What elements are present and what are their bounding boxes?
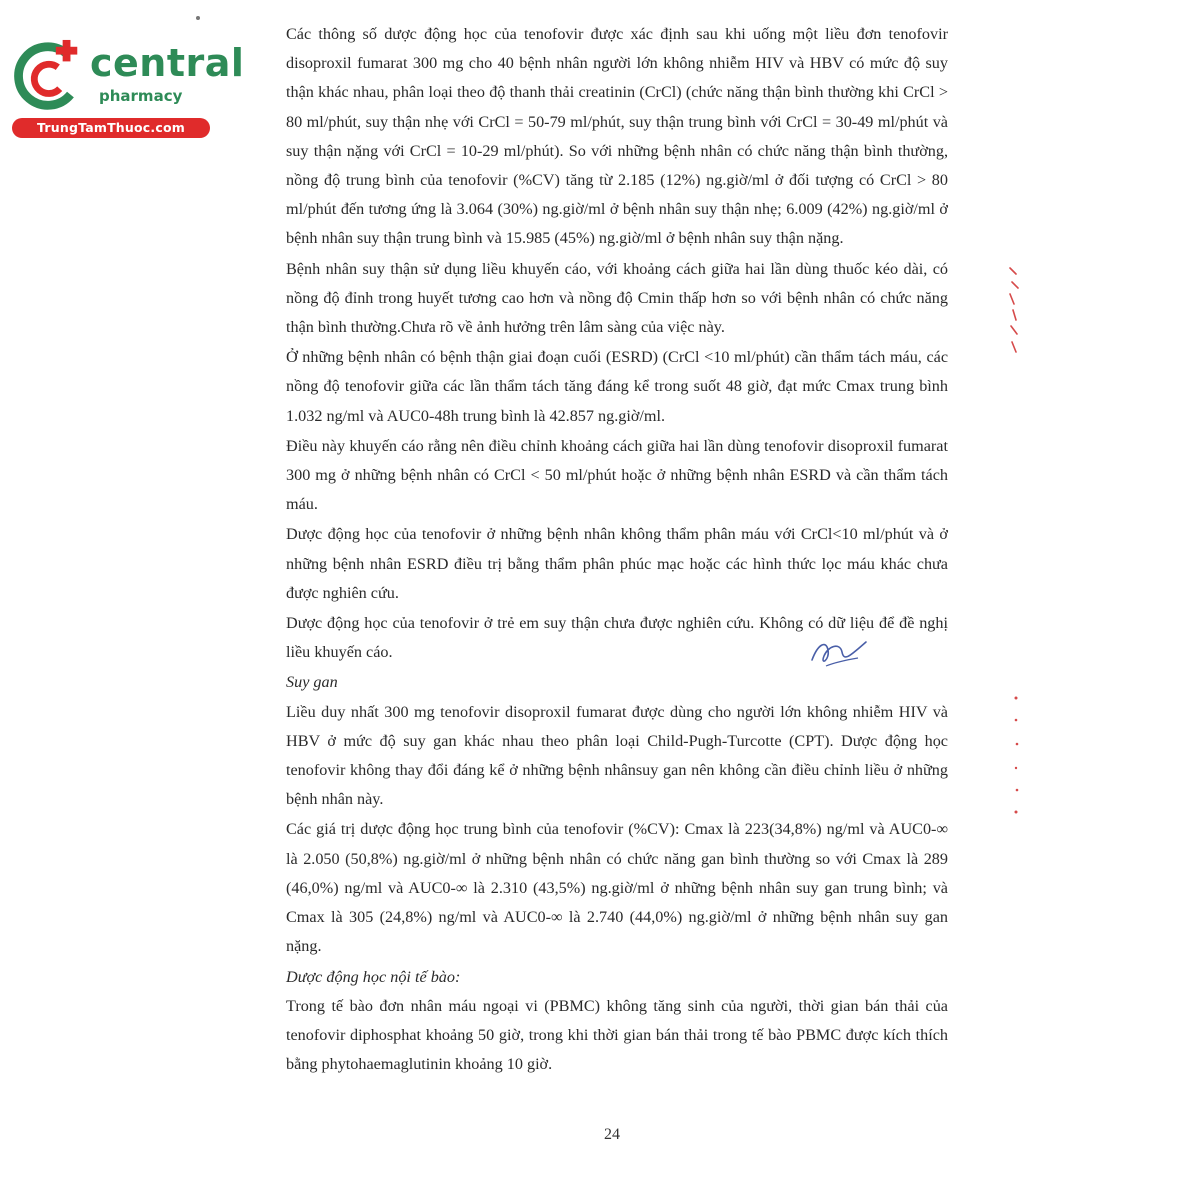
paragraph: Ở những bệnh nhân có bệnh thận giai đoạn cuối (ESRD) (CrCl <10 ml/phút) cần thẩm tách máu, các nồng độ tenofovir giữa các lần thẩm tách tăng đáng kể trong suốt 48 giờ, đạt mức Cmax trung bình 1.032 ng/ml và AUC0-48h trung bình là 42.857 ng.giờ/ml. xyxy=(286,348,948,425)
side-stamp-icon xyxy=(1004,264,1024,360)
logo-subtitle: pharmacy xyxy=(99,87,183,105)
paragraph: Các thông số dược động học của tenofovir được xác định sau khi uống một liều đơn tenofovir disoproxil fumarat 300 mg cho 40 bệnh nhân người lớn không nhiễm HIV và HBV có mức độ suy thận khác nhau, phân loại theo độ thanh thải creatinin (CrCl) (chức năng thận bình thường khi CrCl > 80 ml/phút, suy thận nhẹ với CrCl = 50-79 ml/phút, suy thận trung bình với CrCl = 30-49 ml/phút và suy thận nặng với CrCl = 10-29 ml/phút). So với những bệnh nhân có chức năng thận bình thường, nồng độ trung bình của tenofovir (%CV) tăng từ 2.185 (12%) ng.giờ/ml ở đối tượng có CrCl > 80 ml/phút đến tương ứng là 3.064 (30%) ng.giờ/ml ở bệnh nhân suy thận nhẹ; 6.009 (42%) ng.giờ/ml ở bệnh nhân suy thận trung bình và 15.985 (45%) ng.giờ/ml ở bệnh nhân suy thận nặng. xyxy=(286,25,948,248)
page-number: 24 xyxy=(604,1126,620,1143)
logo-url-badge: TrungTamThuoc.com xyxy=(12,118,210,138)
logo-c-cross-icon xyxy=(10,38,88,116)
paragraph: Liều duy nhất 300 mg tenofovir disoproxil fumarat được dùng cho người lớn không nhiễm HIV và HBV ở mức độ suy gan khác nhau theo phân loại Child-Pugh-Turcotte (CPT). Dược động học tenofovir không thay đổi đáng kể ở những bệnh nhânsuy gan nên không cần điều chỉnh liều ở những bệnh nhân này. xyxy=(286,702,948,809)
paragraph: Dược động học của tenofovir ở trẻ em suy thận chưa được nghiên cứu. Không có dữ liệu để đề nghị liều khuyến cáo. xyxy=(286,614,948,662)
document-body xyxy=(286,20,948,1080)
signature-mark-icon xyxy=(806,636,870,672)
paragraph: Các giá trị dược động học trung bình của tenofovir (%CV): Cmax là 223(34,8%) ng/ml và AUC0-∞ là 2.050 (50,8%) ng.giờ/ml ở những bệnh nhân có chức năng gan bình thường so với Cmax là 289 (46,0%) ng/ml và AUC0-∞ là 2.310 (43,5%) ng.giờ/ml ở những bệnh nhân suy gan trung bình; và Cmax là 305 (24,8%) ng/ml và AUC0-∞ là 2.740 (44,0%) ng.giờ/ml ở những bệnh nhân suy gan nặng. xyxy=(286,820,948,956)
paragraph: Bệnh nhân suy thận sử dụng liều khuyến cáo, với khoảng cách giữa hai lần dùng thuốc kéo dài, có nồng độ đỉnh trong huyết tương cao hơn và nồng độ Cmin thấp hơn so với bệnh nhân có chức năng thận bình thường.Chưa rõ về ảnh hưởng trên lâm sàng của việc này. xyxy=(286,259,948,337)
paragraph: Điều này khuyến cáo rằng nên điều chỉnh khoảng cách giữa hai lần dùng tenofovir disoproxil fumarat 300 mg ở những bệnh nhân có CrCl < 50 ml/phút hoặc ở những bệnh nhân ESRD và cần thẩm tách máu. xyxy=(286,436,948,514)
logo-brand-name: central xyxy=(90,41,245,85)
section-heading-cellular: Dược động học nội tế bào: xyxy=(286,967,461,986)
brand-logo xyxy=(10,34,245,138)
side-dots-icon xyxy=(1008,690,1024,820)
scan-speck xyxy=(196,16,200,20)
paragraph: Trong tế bào đơn nhân máu ngoại vi (PBMC) không tăng sinh của người, thời gian bán thải của tenofovir diphosphat khoảng 50 giờ, trong khi thời gian bán thải trong tế bào PBMC được kích thích bằng phytohaemaglutinin khoảng 10 giờ. xyxy=(286,996,948,1074)
paragraph: Dược động học của tenofovir ở những bệnh nhân không thẩm phân máu với CrCl<10 ml/phút và ở những bệnh nhân ESRD điều trị bằng thẩm phân phúc mạc hoặc các hình thức lọc máu khác chưa được nghiên cứu. xyxy=(286,525,948,602)
section-heading-liver: Suy gan xyxy=(286,673,338,692)
